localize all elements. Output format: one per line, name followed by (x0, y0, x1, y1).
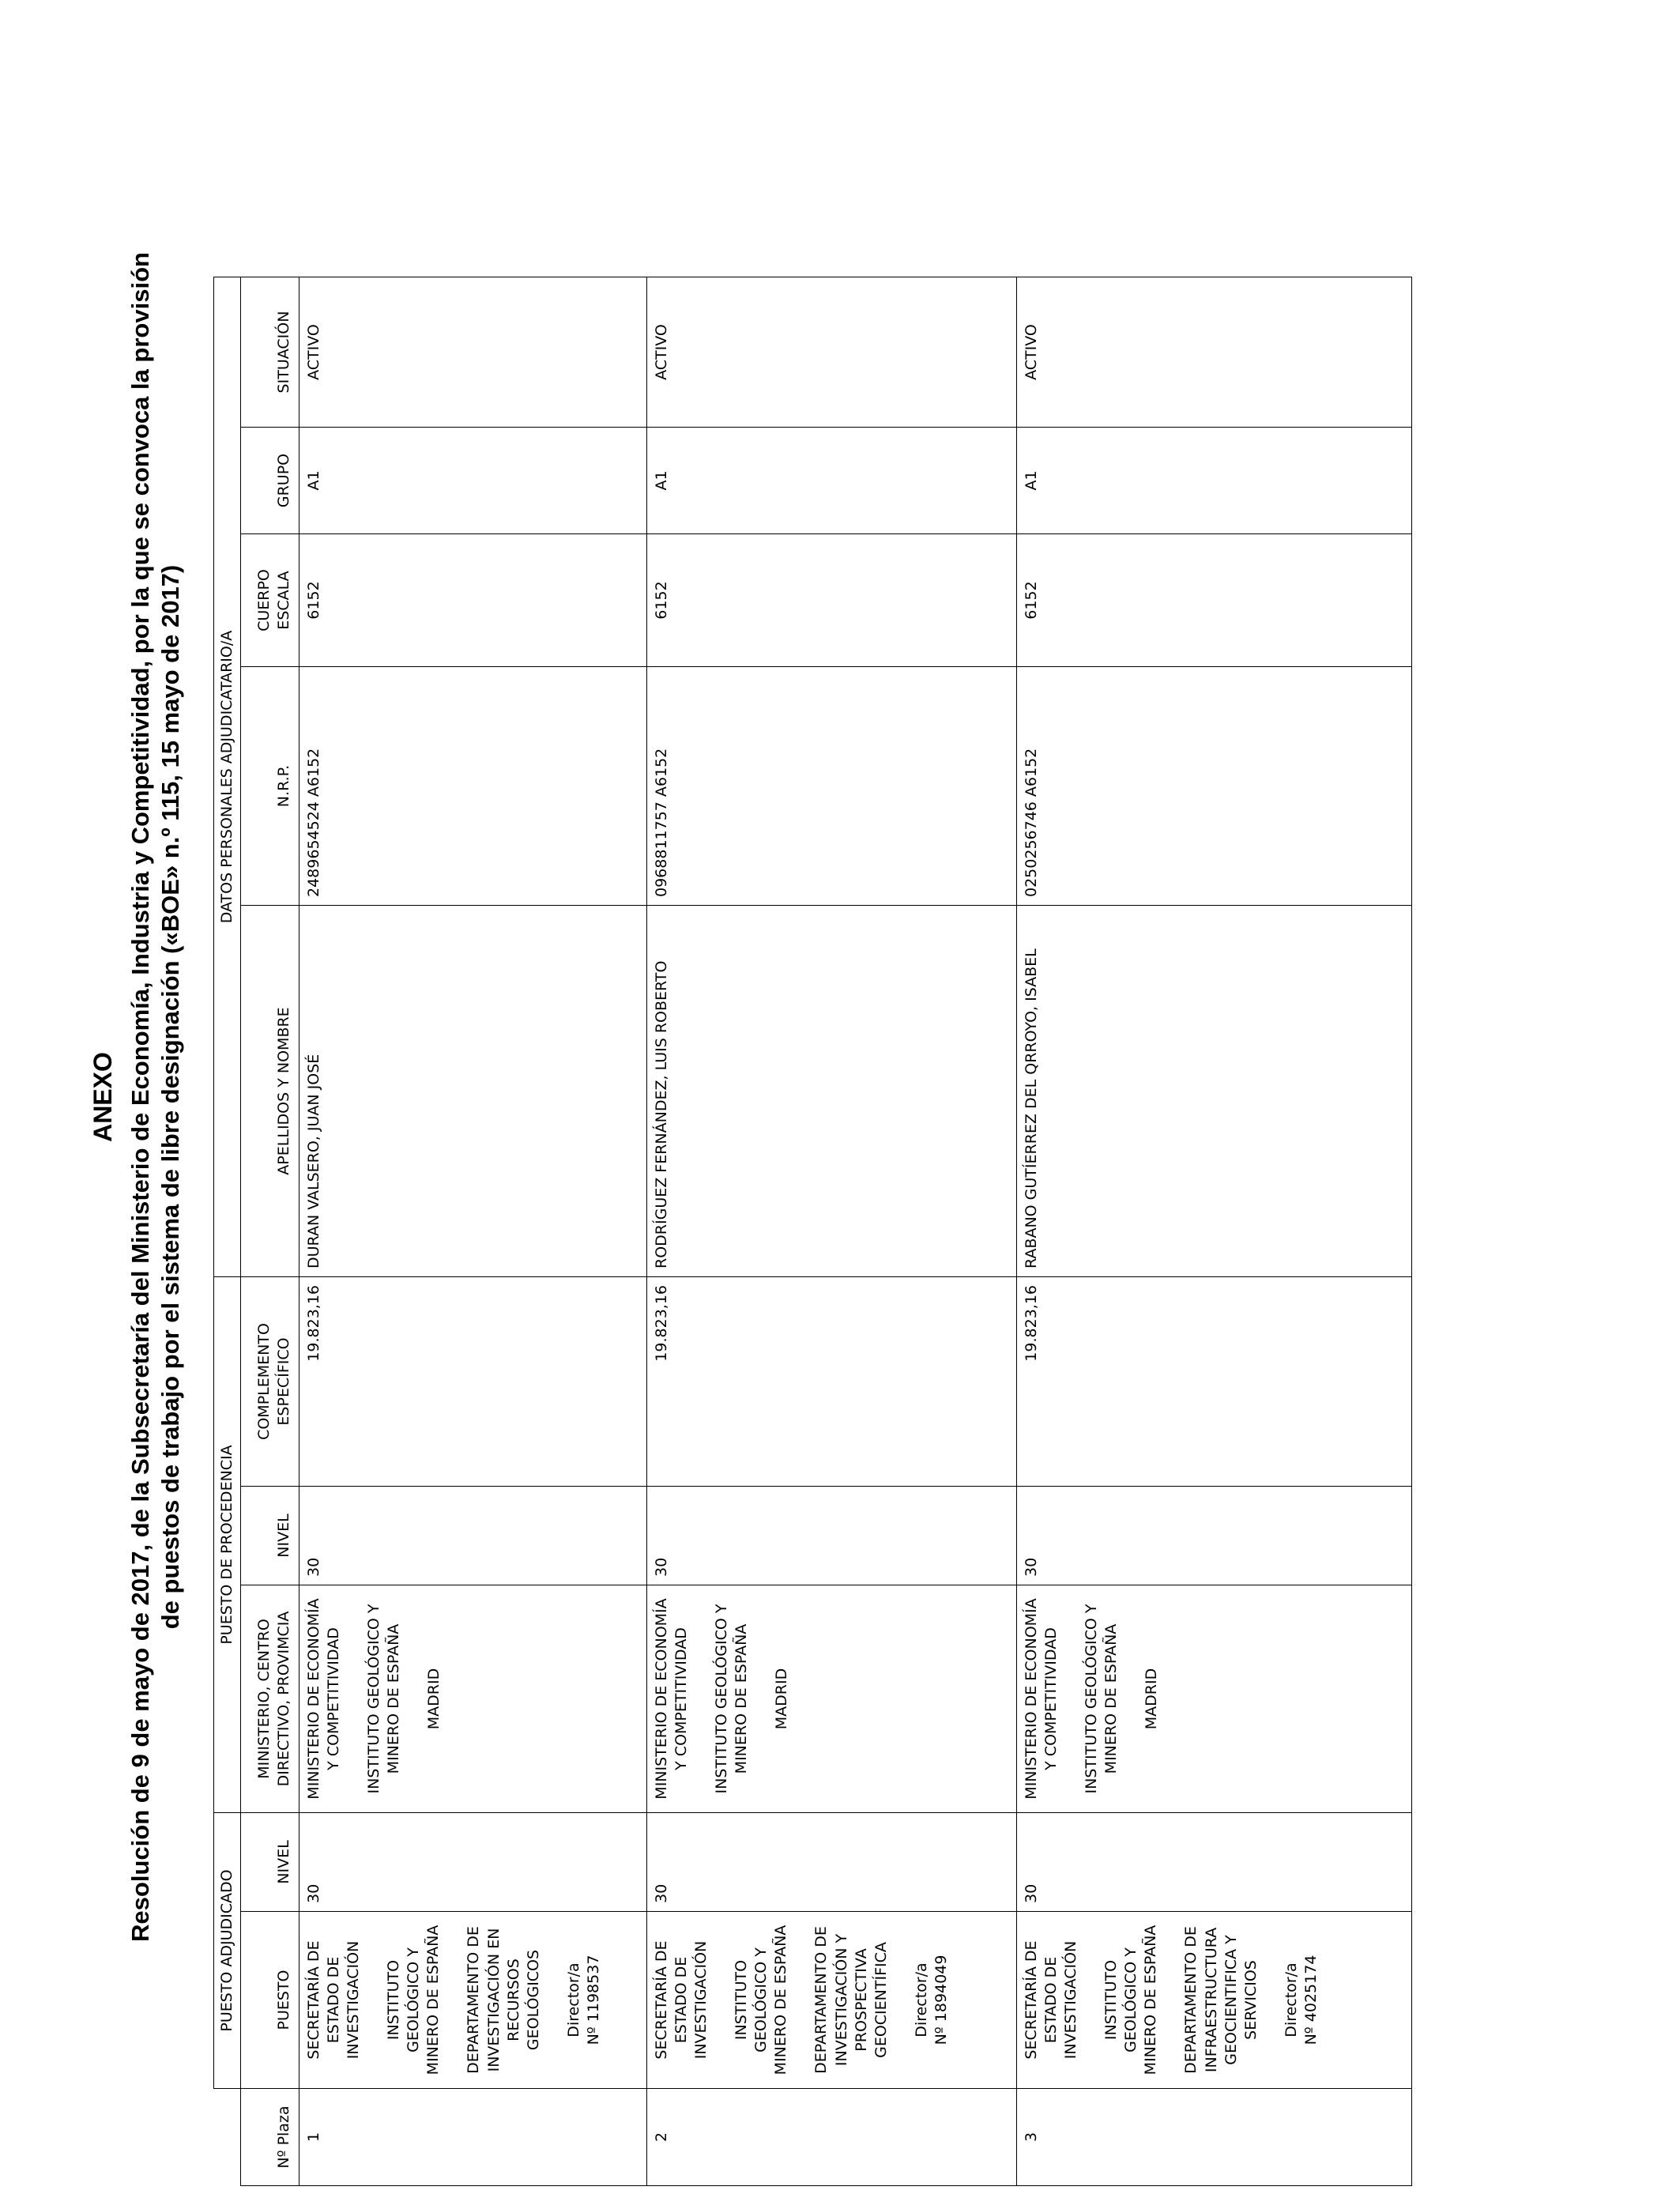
group-header-datos-personales: DATOS PERSONALES ADJUDICATARIO/A (214, 277, 241, 1277)
ministerio-line: INSTITUTO GEOLÓGICO Y MINERO DE ESPAÑA (1083, 1604, 1121, 1794)
col-header-situacion: SITUACIÓN (241, 277, 299, 428)
col-header-nivel-procedencia: NIVEL (241, 1487, 299, 1585)
cell-nivel-procedencia: 30 (1017, 1487, 1412, 1585)
puesto-line: Nº 4025174 (1301, 1955, 1320, 2045)
puesto-line: Director/a (564, 1962, 582, 2038)
cell-complemento: 19.823,16 (647, 1277, 1017, 1487)
ministerio-line: MADRID (773, 1668, 791, 1730)
cell-nivel-procedencia: 30 (299, 1487, 647, 1585)
cell-grupo: A1 (1017, 428, 1412, 534)
cell-complemento: 19.823,16 (1017, 1277, 1412, 1487)
cell-nivel: 30 (1017, 1813, 1412, 1912)
group-header-row (214, 277, 241, 2186)
puesto-line: INSTITUTO GEOLÓGICO Y MINERO DE ESPAÑA (1102, 1924, 1160, 2075)
puesto-line: DEPARTAMENTO DE INVESTIGACIÓN Y PROSPECTIVA GEOCIENTÍFICA (812, 1926, 890, 2074)
col-header-grupo: GRUPO (241, 428, 299, 534)
cell-ministerio (299, 1585, 647, 1813)
cell-nivel: 30 (299, 1813, 647, 1912)
puesto-line: Nº 1198537 (584, 1955, 602, 2045)
table-row (647, 277, 1017, 2186)
cell-nrp: 0250256746 A6152 (1017, 667, 1412, 906)
cell-puesto (647, 1912, 1017, 2089)
cell-ministerio (647, 1585, 1017, 1813)
cell-nivel: 30 (647, 1813, 1017, 1912)
annex-title: ANEXO (89, 1052, 117, 1142)
ministerio-line: MINISTERIO DE ECONOMÍA Y COMPETITIVIDAD (653, 1598, 691, 1800)
cell-cuerpo: 6152 (647, 534, 1017, 667)
group-header-puesto-procedencia: PUESTO DE PROCEDENCIA (214, 1277, 241, 1813)
cell-complemento: 19.823,16 (299, 1277, 647, 1487)
ministerio-line: INSTITUTO GEOLÓGICO Y MINERO DE ESPAÑA (365, 1604, 403, 1794)
puesto-line: SECRETARÍA DE ESTADO DE INVESTIGACIÓN (305, 1940, 363, 2060)
puesto-line: Director/a (1282, 1962, 1300, 2038)
cell-plaza: 3 (1017, 2089, 1412, 2186)
resolution-title-line1: Resolución de 9 de mayo de 2017, de la Subsecretaría del Ministerio de Economía, Industria y Competitividad, por la que se convoca la provisión (126, 252, 154, 1942)
ministerio-line: MADRID (425, 1668, 443, 1730)
cell-cuerpo: 6152 (1017, 534, 1412, 667)
table-row (299, 277, 647, 2186)
cell-nrp: 2489654524 A6152 (299, 667, 647, 906)
cell-cuerpo: 6152 (299, 534, 647, 667)
col-header-plaza: Nº Plaza (241, 2089, 299, 2186)
col-header-complemento: COMPLEMENTO ESPECÍFICO (241, 1277, 299, 1487)
puesto-line: Director/a (912, 1962, 930, 2038)
cell-puesto (1017, 1912, 1412, 2089)
cell-nrp: 0968811757 A6152 (647, 667, 1017, 906)
cell-situacion: ACTIVO (647, 277, 1017, 428)
ministerio-line: MADRID (1143, 1668, 1161, 1730)
ministerio-line: MINISTERIO DE ECONOMÍA Y COMPETITIVIDAD (1023, 1598, 1060, 1800)
col-header-nivel: NIVEL (241, 1813, 299, 1912)
cell-ministerio (1017, 1585, 1412, 1813)
table-row (1017, 277, 1412, 2186)
column-header-row (241, 277, 299, 2186)
ministerio-line: MINISTERIO DE ECONOMÍA Y COMPETITIVIDAD (305, 1598, 343, 1800)
cell-apellidos: DURAN VALSERO, JUAN JOSÉ (299, 906, 647, 1277)
cell-grupo: A1 (647, 428, 1017, 534)
cell-situacion: ACTIVO (1017, 277, 1412, 428)
puesto-line: INSTITUTO GEOLÓGICO Y MINERO DE ESPAÑA (385, 1924, 443, 2075)
cell-nivel-procedencia: 30 (647, 1487, 1017, 1585)
puesto-line: SECRETARÍA DE ESTADO DE INVESTIGACIÓN (653, 1940, 710, 2060)
col-header-ministerio: MINISTERIO, CENTRO DIRECTIVO, PROVIMCIA (241, 1585, 299, 1813)
cell-puesto (299, 1912, 647, 2089)
puesto-line: INSTITUTO GEOLÓGICO Y MINERO DE ESPAÑA (733, 1924, 790, 2075)
group-header-puesto-adjudicado: PUESTO ADJUDICADO (214, 1813, 241, 2089)
puesto-line: SECRETARÍA DE ESTADO DE INVESTIGACIÓN (1023, 1940, 1080, 2060)
col-header-apellidos: APELLIDOS Y NOMBRE (241, 906, 299, 1277)
puesto-line: DEPARTAMENTO DE INFRAESTRUCTURA GEOCIENTIFICA Y SERVICIOS (1182, 1926, 1260, 2074)
puesto-line: Nº 1894049 (932, 1955, 950, 2045)
adjudication-table (213, 277, 1412, 2186)
col-header-cuerpo: CUERPO ESCALA (241, 534, 299, 667)
ministerio-line: INSTITUTO GEOLÓGICO Y MINERO DE ESPAÑA (713, 1604, 751, 1794)
cell-apellidos: RODRÍGUEZ FERNÁNDEZ, LUIS ROBERTO (647, 906, 1017, 1277)
group-header-blank (214, 2089, 241, 2186)
cell-plaza: 2 (647, 2089, 1017, 2186)
puesto-line: DEPARTAMENTO DE INVESTIGACIÓN EN RECURSOS GEOLÓGICOS (465, 1926, 542, 2074)
resolution-title-line2: de puestos de trabajo por el sistema de libre designación («BOE» n.º 115, 15 mayo de 2017) (156, 564, 184, 1630)
col-header-nrp: N.R.P. (241, 667, 299, 906)
cell-plaza: 1 (299, 2089, 647, 2186)
cell-apellidos: RABANO GUTÍERREZ DEL QRROYO, ISABEL (1017, 906, 1412, 1277)
cell-grupo: A1 (299, 428, 647, 534)
col-header-puesto: PUESTO (241, 1912, 299, 2089)
cell-situacion: ACTIVO (299, 277, 647, 428)
